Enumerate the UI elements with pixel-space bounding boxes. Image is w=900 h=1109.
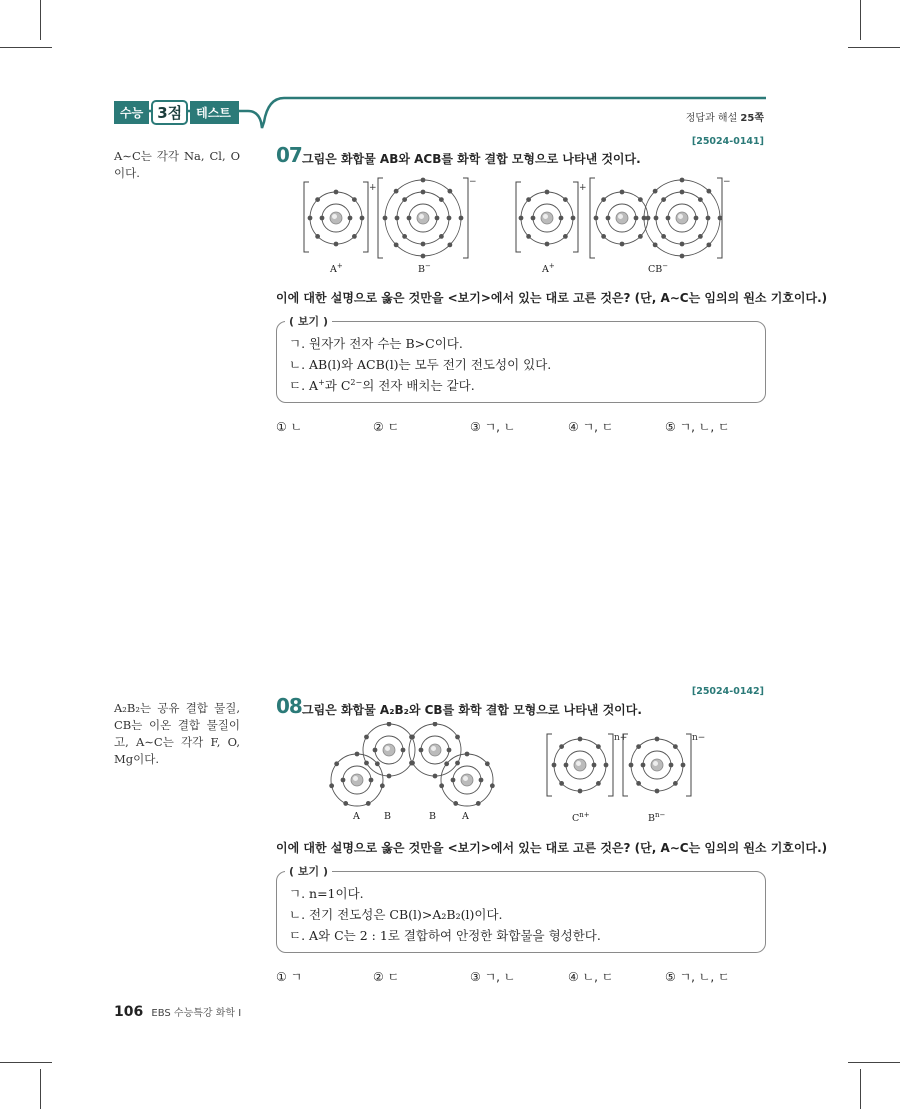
electron [447,216,452,221]
q07-bogi-title: ( 보기 ) [285,313,332,329]
electron [601,234,606,239]
electron [369,778,374,783]
electron [718,216,723,221]
electron [563,197,568,202]
electron [634,216,639,221]
electron [571,216,576,221]
electron [419,748,424,753]
nucleus-highlight [678,214,683,219]
badge-3points: 3점 [151,100,188,125]
electron [373,748,378,753]
nucleus-highlight [463,776,468,781]
electron [638,197,643,202]
q08-bogi-item-1: ㄱ. n=1이다. [289,886,364,901]
q07-number: 07 [276,143,302,167]
electron [526,197,531,202]
electron [364,735,369,740]
electron [407,216,412,221]
electron [559,781,564,786]
q08-diagram [325,722,725,812]
electron [519,216,524,221]
electron [596,781,601,786]
q08-option-1[interactable]: ① ㄱ [276,970,303,984]
q08-label-c: $C^{n+}$ [572,811,590,825]
electron [620,190,625,195]
electron [563,234,568,239]
electron [545,190,550,195]
electron [401,748,406,753]
electron [334,242,339,247]
q08-option-4[interactable]: ④ ㄴ, ㄷ [568,970,614,984]
electron [451,778,456,783]
ion-charge: n− [692,733,706,743]
q08-question: 그림은 화합물 A₂B₂와 CB를 화학 결합 모형으로 나타낸 것이다. [302,703,642,717]
electron [364,761,369,766]
answer-ref-text: 정답과 해설 [685,113,738,124]
electron [578,789,583,794]
q08-prompt: 이에 대한 설명으로 옳은 것만을 <보기>에서 있는 대로 고른 것은? (단, A∼C는 임의의 원소 기호이다.) [276,841,828,855]
electron [315,234,320,239]
electron [698,197,703,202]
electron [601,197,606,202]
electron [594,216,599,221]
electron [698,234,703,239]
electron [421,242,426,247]
q07-diagram [290,172,750,282]
electron [694,216,699,221]
q08-bogi-title: ( 보기 ) [285,863,332,879]
crop-mark [40,1069,41,1109]
electron [661,197,666,202]
nucleus-highlight [653,761,658,766]
q08-code: [25024-0142] [691,686,764,697]
q08-label-b1: B [384,811,391,822]
electron [620,242,625,247]
q07-option-5[interactable]: ⑤ ㄱ, ㄴ, ㄷ [665,420,730,434]
electron [383,216,388,221]
section-badge [114,101,239,123]
electron [564,763,569,768]
electron [387,722,392,726]
q07-prompt: 이에 대한 설명으로 옳은 것만을 <보기>에서 있는 대로 고른 것은? (단, A∼C는 임의의 원소 기호이다.) [276,291,828,305]
electron [629,763,634,768]
electron [394,189,399,194]
q07-bogi-item-3: ㄷ. A+과 $C^{2-}$의 전자 배치는 같다. [289,377,475,393]
electron [545,242,550,247]
electron [604,763,609,768]
q08-option-3[interactable]: ③ ㄱ, ㄴ [470,970,516,984]
electron [329,783,334,788]
electron [433,722,438,726]
ion-charge: − [723,177,731,187]
electron [447,242,452,247]
electron [531,216,536,221]
electron [444,761,449,766]
electron [348,216,353,221]
q07-side-note: A∼C는 각각 Na, Cl, O 이다. [114,149,240,180]
q07-bogi-item-1: ㄱ. 원자가 전자 수는 B>C이다. [289,336,463,351]
nucleus-highlight [431,746,436,751]
q07-label-a2: A+ [542,262,555,276]
q07-option-3[interactable]: ③ ㄱ, ㄴ [470,420,516,434]
q08-bogi-item-2: ㄴ. 전기 전도성은 CB(l)>A₂B₂(l)이다. [289,907,503,922]
electron [552,763,557,768]
nucleus-highlight [419,214,424,219]
q07-option-1[interactable]: ① ㄴ [276,420,303,434]
electron [653,189,658,194]
electron [402,234,407,239]
q08-label-a1: A [353,811,360,822]
q07-code: [25024-0141] [691,136,764,147]
q08-bogi-item-3: ㄷ. A와 C는 2 : 1로 결합하여 안정한 화합물을 형성한다. [289,928,601,943]
electron [459,216,464,221]
electron [673,781,678,786]
electron [680,178,685,183]
electron [669,763,674,768]
crop-mark [860,0,861,40]
q08-side-note: A₂B₂는 공유 결합 물질, CB는 이온 결합 물질이고, A∼C는 각각 F, O, Mg이다. [114,701,240,766]
nucleus-highlight [576,761,581,766]
crop-mark [0,47,52,48]
electron [421,190,426,195]
electron [433,774,438,779]
crop-mark [848,1062,900,1063]
ion-charge: − [469,177,477,187]
electron [308,216,313,221]
q07-option-4[interactable]: ④ ㄱ, ㄷ [568,420,614,434]
electron [661,234,666,239]
q07-label-cb: CB− [648,262,669,276]
electron [435,216,440,221]
book-title: EBS 수능특강 화학 Ⅰ [151,1008,242,1019]
ion-charge: n+ [614,733,628,743]
nucleus-highlight [385,746,390,751]
electron [341,778,346,783]
electron [655,737,660,742]
electron [490,783,495,788]
electron [526,234,531,239]
page-footer [114,1004,241,1020]
electron [355,752,360,757]
q08-number: 08 [276,694,302,718]
electron [410,761,415,766]
electron [315,197,320,202]
q08-label-b2: B [429,811,436,822]
q08-label-b3: $B^{n-}$ [648,811,666,825]
electron [447,189,452,194]
electron [638,234,643,239]
electron [380,783,385,788]
nucleus-highlight [618,214,623,219]
q07-label-b: B− [418,262,431,276]
electron [681,763,686,768]
electron [641,763,646,768]
ion-charge: + [369,183,377,193]
electron [673,744,678,749]
electron [653,242,658,247]
q08-option-5[interactable]: ⑤ ㄱ, ㄴ, ㄷ [665,970,730,984]
electron [402,197,407,202]
answer-reference [686,109,764,124]
electron [578,737,583,742]
electron [476,801,481,806]
q08-bogi-box [276,865,766,953]
page-number: 106 [114,1004,144,1020]
q08-option-2[interactable]: ② ㄷ [373,970,400,984]
crop-mark [848,47,900,48]
answer-ref-page: 25쪽 [740,113,764,124]
electron [421,178,426,183]
crop-mark [860,1069,861,1109]
nucleus-highlight [353,776,358,781]
crop-mark [0,1062,52,1063]
electron [387,774,392,779]
electron [455,761,460,766]
electron [320,216,325,221]
q07-option-2[interactable]: ② ㄷ [373,420,400,434]
electron [559,744,564,749]
q07-bogi-item-2: ㄴ. AB(l)와 ACB(l)는 모두 전기 전도성이 있다. [289,357,552,372]
nucleus-highlight [543,214,548,219]
electron [366,801,371,806]
electron [479,778,484,783]
q08-label-a2: A [462,811,469,822]
electron [636,781,641,786]
electron [680,190,685,195]
electron [360,216,365,221]
electron [606,216,611,221]
electron [706,242,711,247]
electron [375,761,380,766]
electron [343,801,348,806]
electron [439,783,444,788]
ion-charge: + [579,183,587,193]
electron [485,761,490,766]
electron [465,752,470,757]
electron [439,234,444,239]
electron [636,744,641,749]
electron [410,735,415,740]
crop-mark [40,0,41,40]
electron [334,761,339,766]
electron [680,242,685,247]
electron [666,216,671,221]
electron [655,789,660,794]
electron [654,216,659,221]
electron [680,254,685,259]
electron [596,744,601,749]
electron [439,197,444,202]
electron [334,190,339,195]
electron [592,763,597,768]
electron [453,801,458,806]
badge-suneung: 수능 [114,101,149,124]
electron [352,234,357,239]
electron [447,748,452,753]
electron [559,216,564,221]
q07-question: 그림은 화합물 AB와 ACB를 화학 결합 모형으로 나타낸 것이다. [302,152,641,166]
nucleus-highlight [332,214,337,219]
electron [394,242,399,247]
q07-bogi-box [276,315,766,403]
q07-label-a1: A+ [330,262,343,276]
badge-test: 테스트 [190,101,239,124]
electron [352,197,357,202]
electron [455,735,460,740]
electron [706,189,711,194]
electron [706,216,711,221]
electron [421,254,426,259]
electron [395,216,400,221]
electron [642,216,647,221]
